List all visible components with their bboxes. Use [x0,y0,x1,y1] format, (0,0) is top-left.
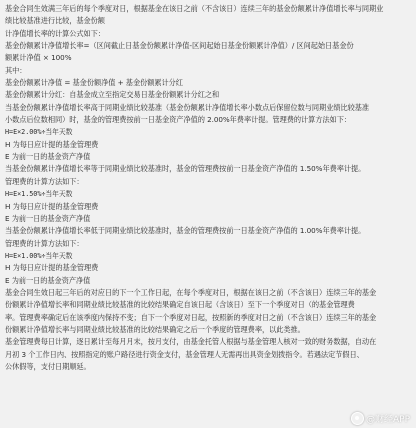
text-line: H 为每日应计提的基金管理费 [5,201,99,211]
text-line: 其中： [5,65,27,75]
text-line: 当基金份额累计净值增长率低于同期业绩比较基准时，基金的管理费按前一日基金资产净值的 1.00%年费率计提。 [5,226,366,236]
text-line: 额累计净值 × 100% [5,53,72,63]
text-line: 份额累计净值增长率和同期业绩比较基准的比较结果确定自该日起（含该日）至下一个季度对日（的基金管理费 [5,300,355,310]
text-line: 份额累计净值增长率与同期业绩比较基准的比较结果确定之后一个季度的管理费率，以此类推。 [5,324,305,334]
text-line: 计净值增长率的计算公式如下： [5,28,105,38]
text-line: 基金份额累计净值增长率=（区间截止日基金份额累计净值-区间起始日基金份额累计净值）/ 区间起始日基金份 [5,41,354,51]
text-line: 月初 3 个工作日内、按照指定的账户路径进行资金支付，基金管理人无需再出具资金划拨指令。若遇法定节假日、 [5,349,364,359]
text-line: 公休假等，支付日期顺延。 [5,361,91,371]
text-line: 基金合同生效日起三年后的对应日的下一个工作日起，在每个季度对日，根据在该日之前（不含该日）连续三年的基金 [5,287,377,297]
text-line: 管理费的计算方法如下： [5,238,84,248]
text-line: 率。管理费率确定后在该季度内保持不变；自下一个季度对日起，按照新的季度对日之前（不含该日）连续三年的基金 [5,312,377,322]
watermark-text: @财经APP [365,415,410,425]
text-line: 当基金份额累计净值增长率等于同期业绩比较基准时，基金的管理费按前一日基金资产净值的 1.50%年费率计提。 [5,164,366,174]
text-line: 基金合同生效满三年后的每个季度对日，根据基金在该日之前（不含该日）连续三年的基金份额累计净值增长率与同期业 [5,4,384,13]
text-line: 基金份额累计分红：自基金成立至指定交易日基金份额累计分红之和 [5,90,220,100]
text-line: E 为前一日的基金资产净值 [5,275,91,285]
text-line: E 为前一日的基金资产净值 [5,152,91,162]
text-line: H 为每日应计提的基金管理费 [5,139,99,149]
text-line: 基金份额累计净值 = 基金份额净值 + 基金份额累计分红 [5,78,183,88]
text-line: 当基金份额累计净值增长率高于同期业绩比较基准（基金份额累计净值增长率小数点后保留位数与同期业绩比较基准 [5,102,370,112]
formula-line: H=E×1.00%÷当年天数 [5,251,73,260]
text-line: H 为每日应计提的基金管理费 [5,263,99,273]
text-line: 基金管理费每日计算，逐日累计至每月月末，按月支付，由基金托管人根据与基金管理人核对一致的财务数据，自动在 [5,337,377,347]
text-line: 绩比较基准进行比较，基金份额 [5,16,105,26]
formula-line: H=E×1.50%÷当年天数 [5,190,73,199]
text-line: 小数点后位数相同）时，基金的管理费按前一日基金资产净值的 2.00%年费率计提。管理费的计算方法如下： [5,115,352,125]
text-line: 管理费的计算方法如下： [5,176,84,186]
formula-line: H=E×2.00%÷当年天数 [5,128,73,137]
eye-logo-icon [351,412,364,425]
watermark [351,412,410,425]
text-line: E 为前一日的基金资产净值 [5,213,91,223]
